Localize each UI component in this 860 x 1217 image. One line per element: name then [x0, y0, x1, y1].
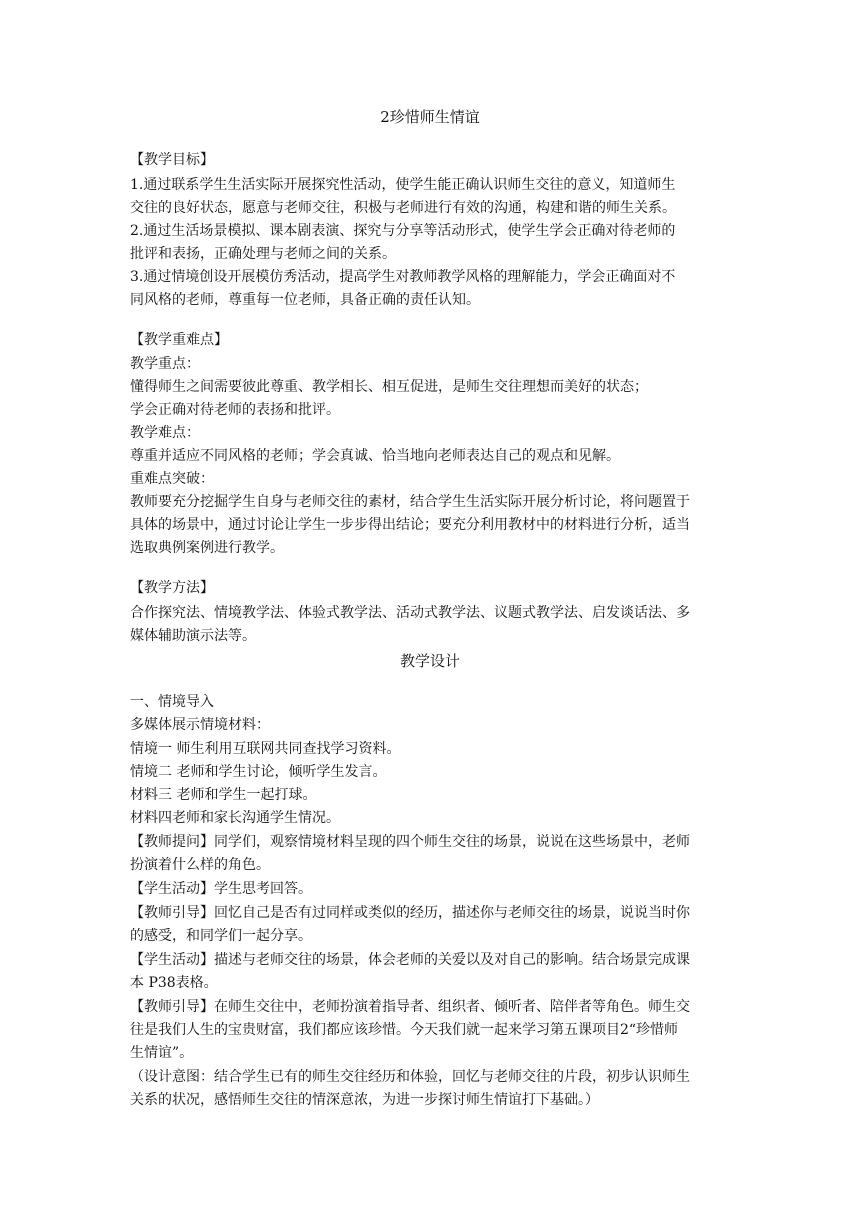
design-line: 材料四老师和家长沟通学生情况。 [130, 810, 340, 826]
methods-line: 媒体辅助演示法等。 [130, 628, 256, 644]
design-line: 生情谊”。 [130, 1045, 194, 1061]
objectives-line: 2.通过生活场景模拟、课本剧表演、探究与分享等活动形式，使学生学会正确对待老师的 [130, 223, 676, 239]
design-line: 多媒体展示情境材料： [130, 717, 270, 733]
design-line: 扮演着什么样的角色。 [130, 857, 270, 873]
objectives-heading: 【教学目标】 [130, 152, 214, 168]
design-line: 材料三 老师和学生一起打球。 [130, 787, 317, 803]
key-points-line: 懂得师生之间需要彼此尊重、教学相长、相互促进，是师生交往理想而美好的状态； [130, 379, 648, 395]
key-points-line: 重难点突破： [130, 471, 214, 487]
design-line: 往是我们人生的宝贵财富，我们都应该珍惜。今天我们就一起来学习第五课项目2“珍惜师 [130, 1022, 679, 1038]
objectives-line: 交往的良好状态，愿意与老师交往，积极与老师进行有效的沟通，构建和谐的师生关系。 [130, 200, 676, 216]
key-points-line: 具体的场景中，通过讨论让学生一步步得出结论；要充分利用教材中的材料进行分析，适当 [130, 517, 690, 533]
methods-heading: 【教学方法】 [130, 580, 214, 596]
design-line: 【学生活动】描述与老师交往的场景，体会老师的关爱以及对自己的影响。结合场景完成课 [130, 952, 690, 968]
document-title: 2珍惜师生情谊 [380, 108, 480, 126]
key-points-line: 教学重点： [130, 356, 200, 372]
design-line: 【学生活动】学生思考回答。 [130, 881, 312, 897]
objectives-line: 3.通过情境创设开展模仿秀活动，提高学生对教师教学风格的理解能力，学会正确面对不 [130, 269, 676, 285]
key-points-line: 教师要充分挖掘学生自身与老师交往的素材，结合学生生活实际开展分析讨论，将问题置于 [130, 494, 690, 510]
design-heading: 教学设计 [399, 652, 460, 670]
design-line: 【教师引导】回忆自己是否有过同样或类似的经历，描述你与老师交往的场景，说说当时你 [130, 905, 690, 921]
objectives-line: 1.通过联系学生生活实际开展探究性活动，使学生能正确认识师生交往的意义，知道师生 [130, 177, 676, 193]
design-part-one: 一、情境导入 [130, 694, 214, 710]
key-points-line: 教学难点： [130, 425, 200, 441]
design-line: （设计意图：结合学生已有的师生交往经历和体验，回忆与老师交往的片段，初步认识师生 [130, 1069, 690, 1085]
key-points-heading: 【教学重难点】 [130, 332, 228, 348]
design-line: 【教师引导】在师生交往中，老师扮演着指导者、组织者、倾听者、陪伴者等角色。师生交 [130, 999, 690, 1015]
key-points-line: 学会正确对待老师的表扬和批评。 [130, 402, 340, 418]
design-line: 情境一 师生利用互联网共同查找学习资料。 [130, 741, 401, 757]
objectives-line: 批评和表扬，正确处理与老师之间的关系。 [130, 246, 396, 262]
design-line: 本 P38表格。 [130, 975, 218, 991]
key-points-line: 选取典例案例进行教学。 [130, 540, 284, 556]
methods-line: 合作探究法、情境教学法、体验式教学法、活动式教学法、议题式教学法、启发谈话法、多 [130, 605, 690, 621]
design-line: 情境二 老师和学生讨论，倾听学生发言。 [130, 764, 387, 780]
design-line: 【教师提问】同学们，观察情境材料呈现的四个师生交往的场景，说说在这些场景中，老师 [130, 834, 690, 850]
key-points-line: 尊重并适应不同风格的老师；学会真诚、恰当地向老师表达自己的观点和见解。 [130, 448, 620, 464]
objectives-line: 同风格的老师，尊重每一位老师，具备正确的责任认知。 [130, 292, 480, 308]
design-line: 关系的状况，感悟师生交往的情深意浓，为进一步探讨师生情谊打下基础。） [130, 1092, 599, 1108]
design-line: 的感受，和同学们一起分享。 [130, 928, 312, 944]
